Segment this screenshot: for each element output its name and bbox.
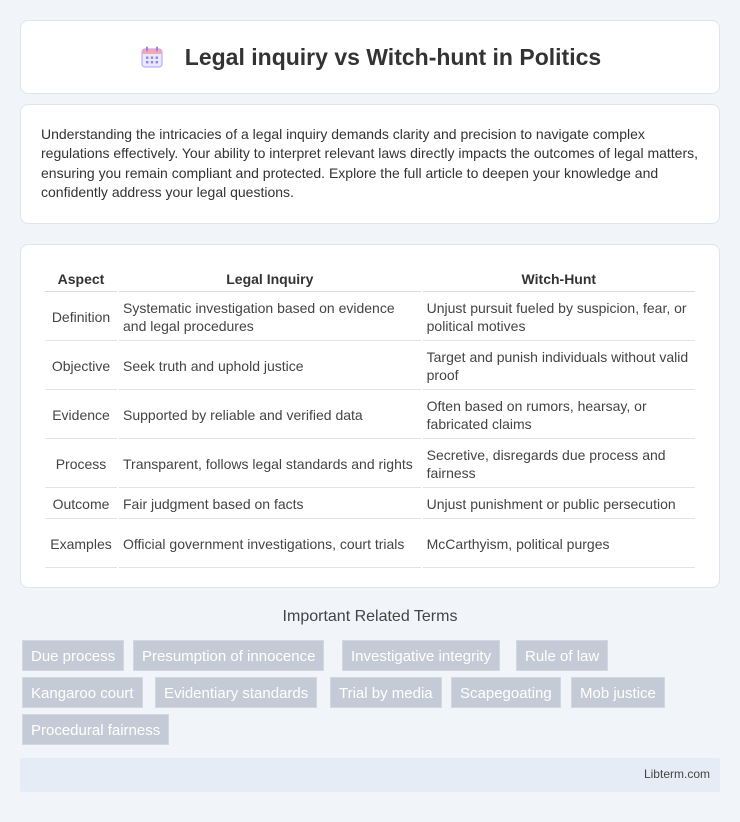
intro-text: Understanding the intricacies of a legal inquiry demands clarity and precision to navigate complex regulations effectively. Your ability to interpret relevant laws directly impacts the outcomes of legal matters, ensuring you remain compliant and protected. Explore the full article to deepen your knowledge and confidently address your legal questions. [41, 126, 699, 200]
witch-hunt-cell: Often based on rumors, hearsay, or fabricated claims [423, 392, 695, 439]
table-row [45, 294, 695, 341]
header-card [20, 20, 720, 94]
legal-inquiry-cell: Seek truth and uphold justice [119, 343, 421, 390]
related-term-tag[interactable]: Evidentiary standards [155, 677, 317, 708]
related-term-tag[interactable]: Investigative integrity [342, 640, 500, 671]
related-term-tag[interactable]: Procedural fairness [22, 714, 169, 745]
witch-hunt-cell: Unjust pursuit fueled by suspicion, fear, or political motives [423, 294, 695, 341]
legal-inquiry-cell: Transparent, follows legal standards and rights [119, 441, 421, 488]
legal-inquiry-cell: Supported by reliable and verified data [119, 392, 421, 439]
related-term-tag[interactable]: Due process [22, 640, 124, 671]
header-aspect: Aspect [45, 267, 117, 292]
aspect-cell: Objective [45, 343, 117, 390]
related-term-tag[interactable]: Presumption of innocence [133, 640, 324, 671]
table-header-row [45, 267, 695, 292]
comparison-table [43, 265, 697, 570]
related-term-tag[interactable]: Mob justice [571, 677, 665, 708]
legal-inquiry-cell: Fair judgment based on facts [119, 490, 421, 519]
aspect-cell: Examples [45, 521, 117, 568]
aspect-cell: Definition [45, 294, 117, 341]
page-title: Legal inquiry vs Witch-hunt in Politics [184, 43, 602, 70]
related-term-tag[interactable]: Trial by media [330, 677, 442, 708]
table-row [45, 343, 695, 390]
legal-inquiry-cell: Official government investigations, court trials [119, 521, 421, 568]
witch-hunt-cell: Secretive, disregards due process and fairness [423, 441, 695, 488]
header-witch-hunt: Witch-Hunt [423, 267, 695, 292]
related-term-tag[interactable]: Rule of law [516, 640, 608, 671]
header-legal-inquiry: Legal Inquiry [119, 267, 421, 292]
related-term-tag[interactable]: Scapegoating [451, 677, 561, 708]
aspect-cell: Evidence [45, 392, 117, 439]
witch-hunt-cell: Unjust punishment or public persecution [423, 490, 695, 519]
aspect-cell: Process [45, 441, 117, 488]
witch-hunt-cell: Target and punish individuals without valid proof [423, 343, 695, 390]
witch-hunt-cell: McCarthyism, political purges [423, 521, 695, 568]
footer [20, 758, 720, 792]
related-terms-title: Important Related Terms [282, 608, 458, 625]
aspect-cell: Outcome [45, 490, 117, 519]
intro-card [20, 104, 720, 224]
calendar-icon [139, 44, 165, 70]
table-row [45, 490, 695, 519]
comparison-card [20, 244, 720, 588]
table-row [45, 521, 695, 568]
table-row [45, 441, 695, 488]
related-term-tag[interactable]: Kangaroo court [22, 677, 143, 708]
legal-inquiry-cell: Systematic investigation based on evidence and legal procedures [119, 294, 421, 341]
footer-site-link[interactable]: Libterm.com [643, 767, 710, 781]
table-row [45, 392, 695, 439]
